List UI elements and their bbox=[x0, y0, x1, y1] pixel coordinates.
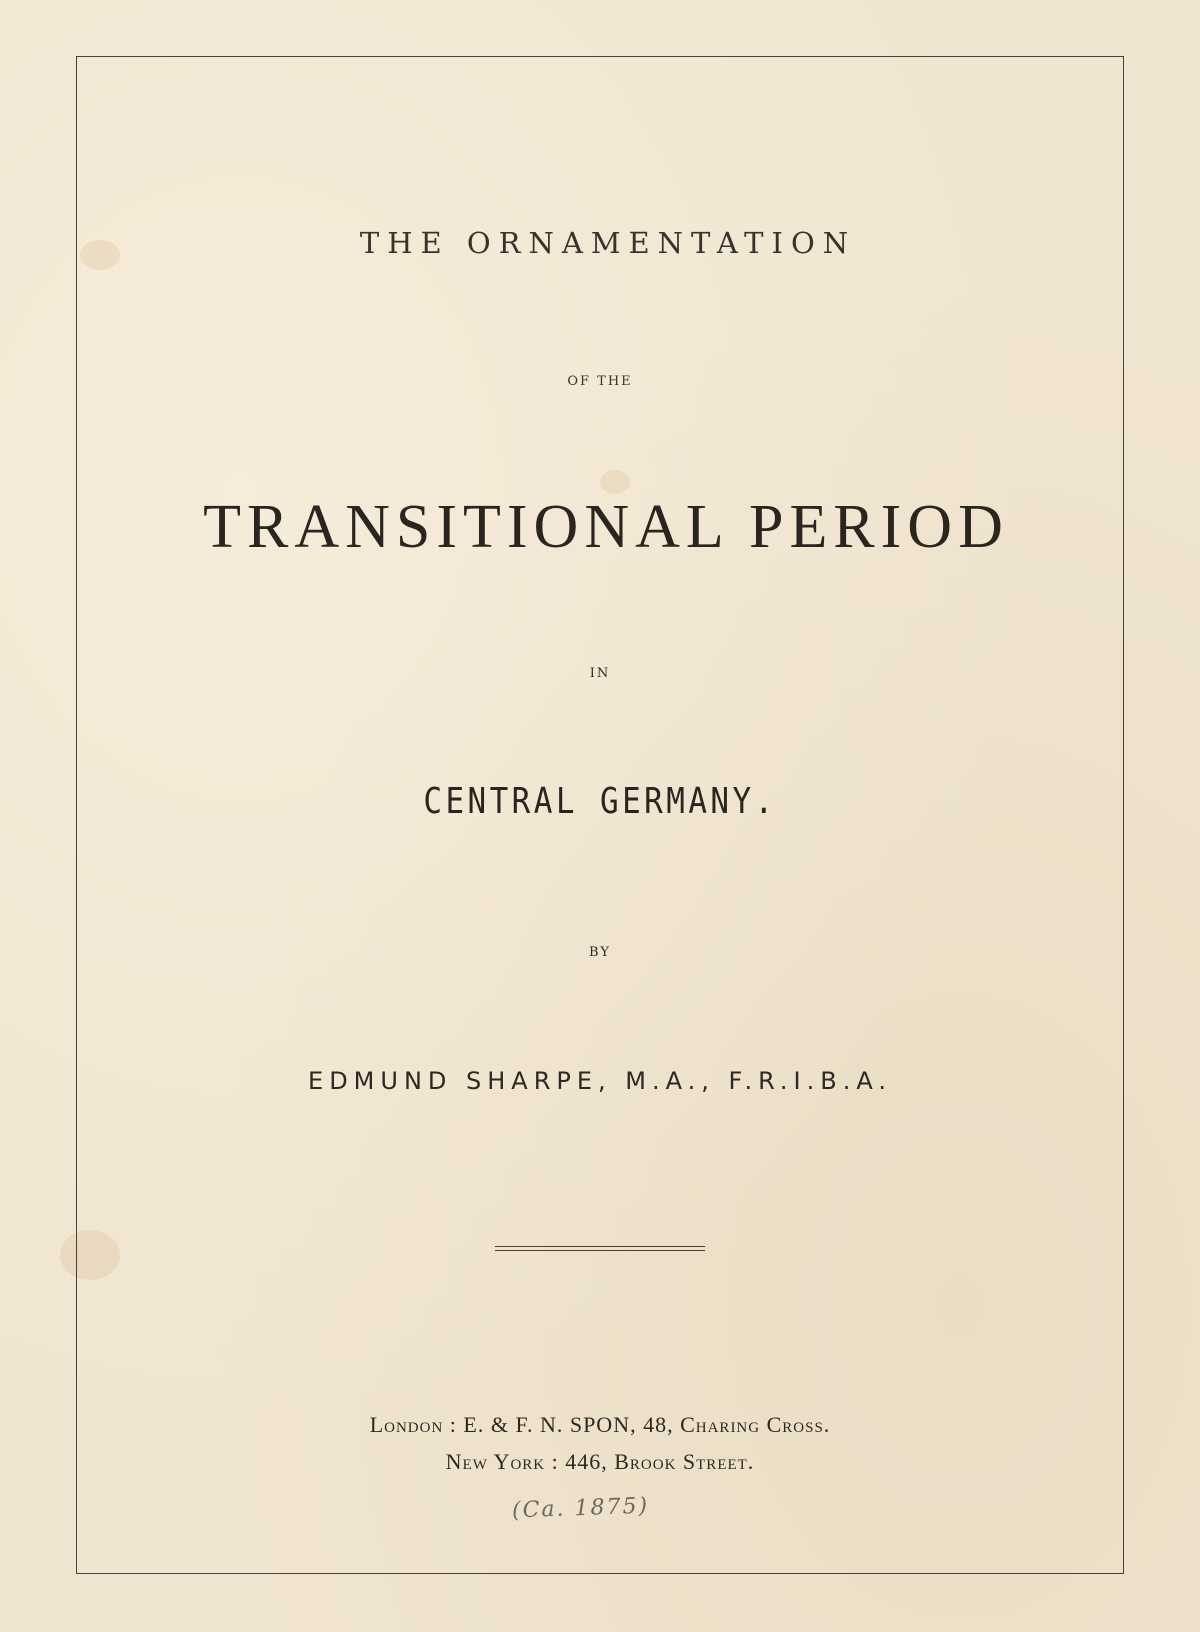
double-rule-divider bbox=[495, 1246, 705, 1251]
imprint-newyork-number: 446, bbox=[565, 1449, 608, 1474]
imprint-newyork-street: Brook Street. bbox=[614, 1449, 755, 1474]
title-line-of-the: OF THE bbox=[567, 374, 633, 389]
title-line-transitional-period: TRANSITIONAL PERIOD bbox=[203, 493, 1009, 561]
imprint-london-street: Charing Cross. bbox=[680, 1412, 831, 1437]
imprint-newyork-label: New York : bbox=[445, 1449, 559, 1474]
imprint-london-label: London : bbox=[369, 1412, 457, 1437]
author-line: EDMUND SHARPE, M.A., F.R.I.B.A. bbox=[308, 1067, 892, 1095]
title-line-in: IN bbox=[589, 666, 611, 681]
imprint-newyork bbox=[0, 1449, 1200, 1475]
imprint-london-publisher: E. & F. N. SPON, 48, bbox=[463, 1412, 674, 1437]
handwritten-date-annotation: (Ca. 1875) bbox=[511, 1493, 650, 1524]
title-line-ornamentation: THE ORNAMENTATION bbox=[359, 226, 857, 260]
title-line-central-germany: CENTRAL GERMANY. bbox=[423, 781, 777, 822]
title-line-by: BY bbox=[589, 945, 611, 960]
imprint-london bbox=[0, 1412, 1200, 1438]
